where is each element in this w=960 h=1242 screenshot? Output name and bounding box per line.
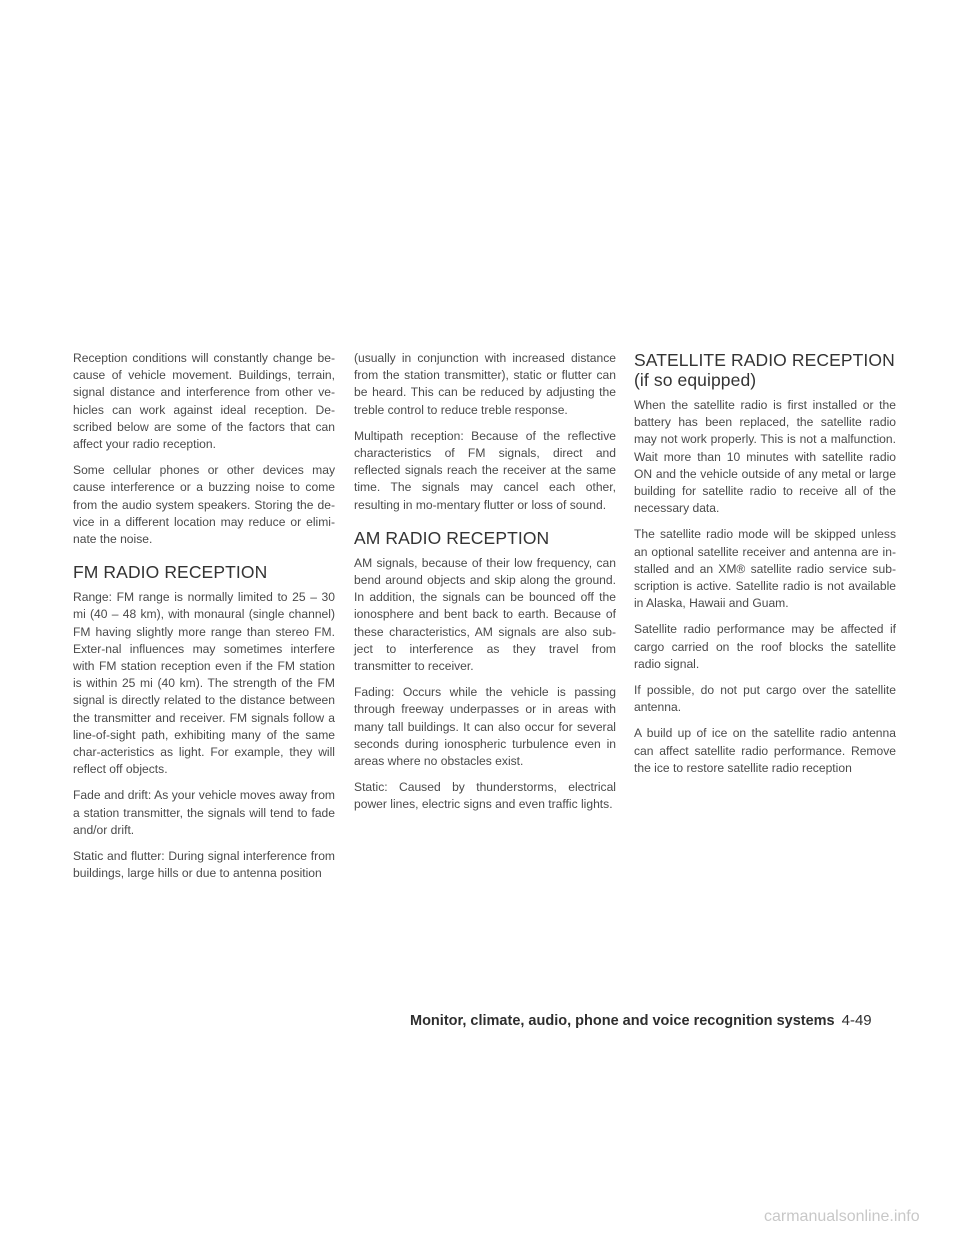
column-left [73, 350, 335, 891]
paragraph-am-signals: AM signals, because of their low frequency, can bend around objects and skip along the ground. In addition, the signals can be bounced off the ionosphere and bent back to earth. Because of these characteristics, AM signals are also sub-ject to interference as they travel from transmitter to receiver. [354, 555, 616, 674]
paragraph-reception-conditions: Reception conditions will constantly change be-cause of vehicle movement. Buildings, terrain, signal distance and interference from other ve-hicles can work against ideal reception. De-scribed below are some of the factors that can affect your radio reception. [73, 351, 335, 452]
heading-fm-radio-reception: FM RADIO RECEPTION [73, 562, 268, 583]
paragraph-fading: Fading: Occurs while the vehicle is passing through freeway underpasses or in areas with many tall buildings. It can also occur for several seconds during ionospheric turbulence even in areas where no obstacles exist. [354, 685, 616, 769]
paragraph-fm-range: Range: FM range is normally limited to 25 – 30 mi (40 – 48 km), with monaural (single channel) FM having slightly more range than stereo FM. Exter-nal influences may sometimes interfere with FM station reception even if the FM station is within 25 mi (40 km). The strength of the FM signal is directly related to the distance between the transmitter and receiver. FM signals follow a line-of-sight path, exhibiting many of the same char-acteristics as light. For example, they will reflect off objects. [73, 590, 335, 777]
paragraph-satellite-install: When the satellite radio is first installed or the battery has been replaced, the satellite radio may not work properly. This is not a malfunction. Wait more than 10 minutes with satellite radio ON and the vehicle outside of any metal or large building for satellite radio to receive all of the necessary data. [634, 398, 896, 516]
paragraph-cargo-over-antenna: If possible, do not put cargo over the satellite antenna. [634, 683, 896, 715]
paragraph-satellite-performance: Satellite radio performance may be affected if cargo carried on the roof blocks the satellite radio signal. [634, 622, 896, 671]
column-right [634, 350, 896, 786]
page-number: 4-49 [841, 1012, 872, 1029]
page-footer [410, 1012, 902, 1029]
footer-section-title: Monitor, climate, audio, phone and voice recognition systems [410, 1013, 835, 1029]
paragraph-ice-on-antenna: A build up of ice on the satellite radio antenna can affect satellite radio performance. Remove the ice to restore satellite radio reception [634, 726, 896, 775]
paragraph-multipath-reception: Multipath reception: Because of the reflective characteristics of FM signals, direct and reflected signals reach the receiver at the same time. The signals may cancel each other, resulting in mo-mentary flutter or loss of sound. [354, 428, 616, 512]
paragraph-fade-and-drift: Fade and drift: As your vehicle moves away from a station transmitter, the signals will tend to fade and/or drift. [73, 788, 335, 837]
heading-am-radio-reception: AM RADIO RECEPTION [354, 527, 550, 548]
heading-satellite-radio-reception: SATELLITE RADIO RECEPTION (if so equipped) [634, 350, 895, 390]
paragraph-satellite-mode-skipped: The satellite radio mode will be skipped unless an optional satellite receiver and antenna are in-stalled and an XM® satellite radio service sub-scription is active. Satellite radio is not available in Alaska, Hawaii and Guam. [634, 527, 896, 611]
paragraph-cellular-phones: Some cellular phones or other devices may cause interference or a buzzing noise to come from the audio system speakers. Storing the de-vice in a different location may reduce or elimi-nate the noise. [73, 463, 335, 547]
paragraph-static-flutter-continued: (usually in conjunction with increased distance from the station transmitter), static or flutter can be heard. This can be reduced by adjusting the treble control to reduce treble response. [354, 351, 616, 417]
paragraph-static-and-flutter: Static and flutter: During signal interference from buildings, large hills or due to antenna position [73, 849, 335, 881]
watermark-text: carmanualsonline.info [764, 1208, 920, 1225]
paragraph-static: Static: Caused by thunderstorms, electrical power lines, electric signs and even traffic lights. [354, 780, 616, 812]
column-middle [354, 350, 616, 823]
